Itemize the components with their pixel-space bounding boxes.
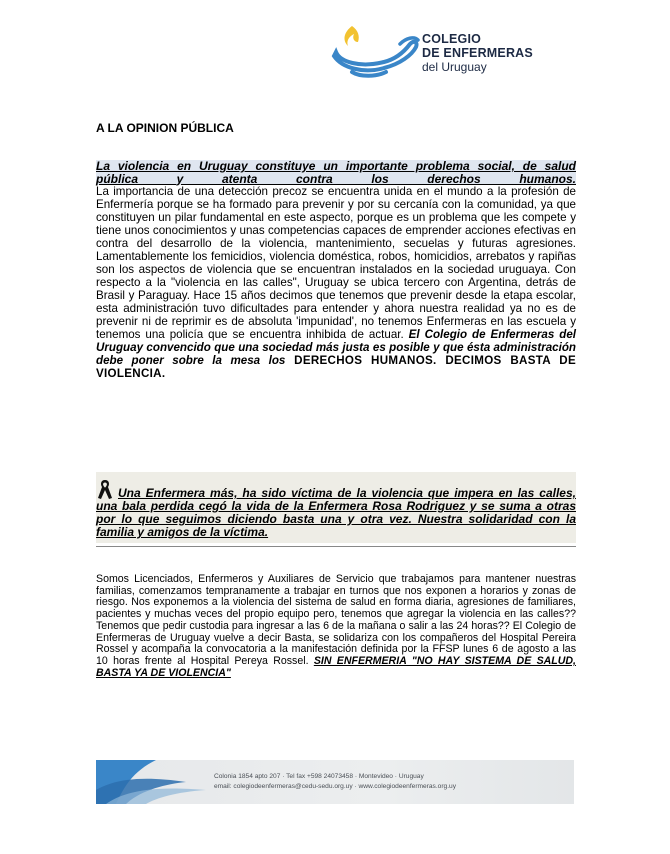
footer-wave-graphic (96, 760, 216, 804)
lamp-icon (330, 22, 422, 80)
mourning-ribbon-icon (96, 478, 114, 500)
page-title: A LA OPINION PÚBLICA (96, 121, 234, 135)
main-statement (96, 160, 576, 380)
footer-address: Colonia 1854 apto 207 · Tel fax +598 24073458 · Montevideo · Uruguay (214, 773, 424, 780)
mourning-notice (96, 472, 576, 543)
closing-slogan: SIN ENFERMERIA "NO HAY SISTEMA DE SALUD, BASTA YA DE VIOLENCIA" (96, 654, 576, 679)
closing-statement-italic: El Colegio de Enfermeras del Uruguay convencido que una sociedad más justa es posible y que ésta administración debe poner sobre la mesa los (96, 328, 576, 367)
logo-line-2: DE ENFERMERAS (422, 46, 533, 60)
divider (96, 546, 576, 547)
paragraph-2-text: Somos Licenciados, Enfermeros y Auxiliares de Servicio que trabajamos para mantener nuestras familias, comenzamos tempranamente a trabajar en turnos que nos exponen a horarios y zonas de riesgo. Nos exponemos a la violencia del sistema de salud en forma diaria, agresiones de familiares, pacientes y muchas veces del propio equipo pero, tenemos que agregar la violencia en las calles??Tenemos que pedir custodia para ingresar a las 6 de la mañana o salir a las 24 horas?? El Colegio de Enfermeras de Uruguay vuelve a decir Basta, se solidariza con los compañeros del Hospital Pereira Rossel y acompaña la convocatoria a la manifestación definida por la FFSP lunes 6 de agosto a las 10 horas frente al Hospital Pereya Rossel. (96, 573, 576, 667)
logo-line-1: COLEGIO (422, 32, 482, 46)
body-paragraph-1 (96, 185, 576, 380)
organization-logo (330, 22, 560, 80)
footer-contact: email: colegiodeenfermeras@cedu-sedu.org.uy · www.colegiodeenfermeras.org.uy (214, 783, 456, 790)
body-paragraph-2 (96, 574, 576, 679)
lead-statement: La violencia en Uruguay constituye un importante problema social, de salud pública y atenta contra los derechos humanos. (96, 159, 576, 186)
notice-text: Una Enfermera más, ha sido víctima de la violencia que impera en las calles, una bala perdida cegó la vida de la Enfermera Rosa Rodriguez y se suma a otras por lo que seguimos diciendo basta una y otra vez. Nuestra solidaridad con la familia y amigos de la víctima. (96, 486, 576, 539)
closing-statement-bold: DERECHOS HUMANOS. DECIMOS BASTA DE VIOLENCIA. (96, 354, 576, 380)
footer-banner (96, 760, 574, 804)
paragraph-1-text: La importancia de una detección precoz se encuentra unida en el mundo a la profesión de Enfermería porque se ha formado para prevenir y por su cercanía con la comunidad, ya que constituyen un pilar fundamental en este aspecto, porque es un problema que les compete y tiene unos conocimientos y unas competencias capaces de emprender acciones efectivas en contra del desarrollo de la violencia, mantenimiento, secuelas y futuras agresiones. Lamentablemente los femicidios, violencia doméstica, robos, homicidios, arrebatos y rapiñas son los aspectos de violencia que se encuentran instalados en la sociedad uruguaya. Con respecto a la "violencia en las calles", Uruguay se ubica tercero con Argentina, detrás de Brasil y Paraguay. Hace 15 años decimos que tenemos que prevenir desde la etapa escolar, esta administración tuvo dificultades para entender y ahora nuestra realidad ya no es de prevenir ni de reprimir es de absoluta 'impunidad', no tenemos Enfermeras en las escuela y tenemos una policía que se encuentra inhibida de actuar. (96, 185, 576, 341)
logo-line-3: del Uruguay (422, 60, 487, 74)
